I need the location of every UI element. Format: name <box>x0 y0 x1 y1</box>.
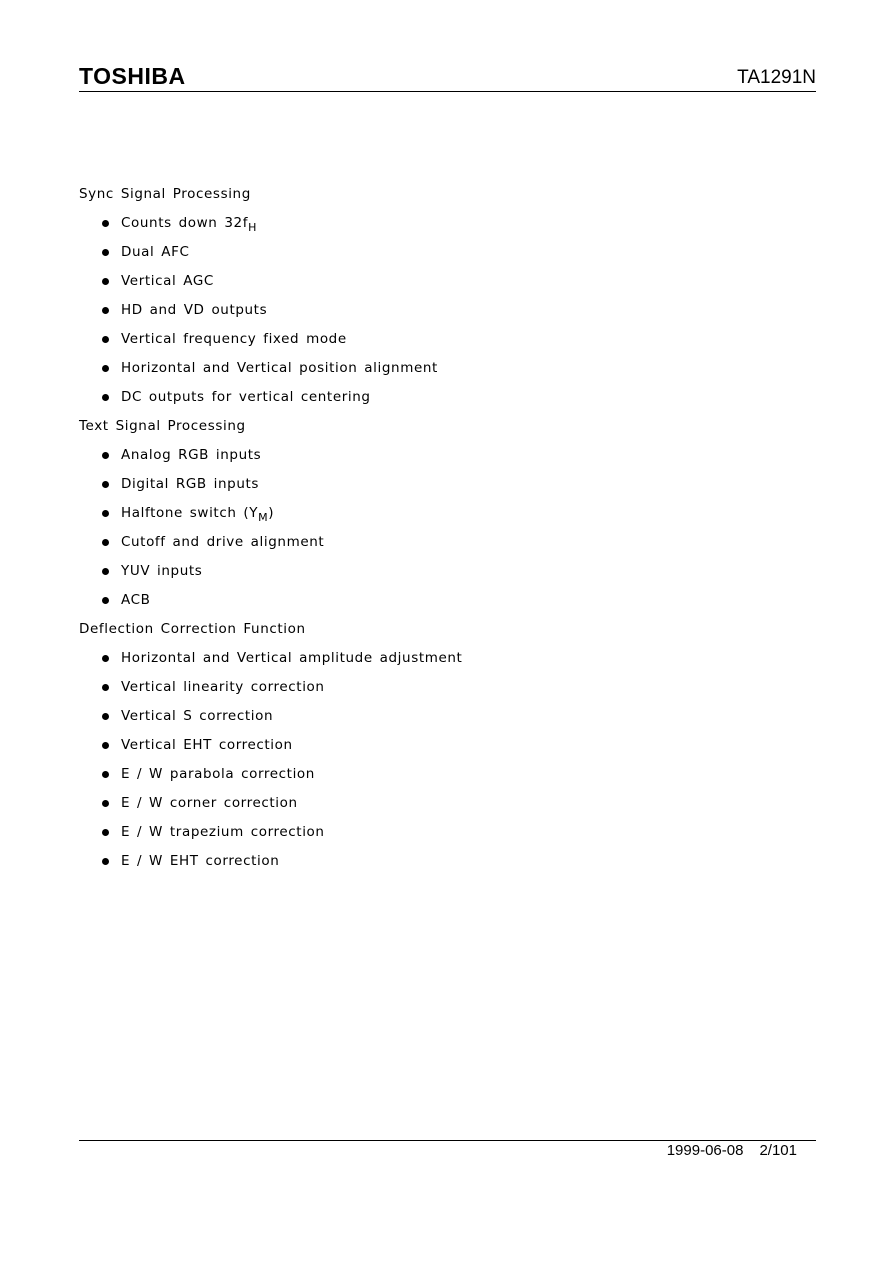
list-item <box>79 325 779 354</box>
bullet-icon <box>100 383 110 412</box>
page-footer <box>667 1141 797 1161</box>
item-text: E / W corner correction <box>121 795 298 811</box>
bullet-icon <box>100 644 110 673</box>
bullet-icon <box>100 760 110 789</box>
list-item <box>79 383 779 412</box>
list-item <box>79 528 779 557</box>
item-text: E / W EHT correction <box>121 853 280 869</box>
bullet-icon <box>100 847 110 876</box>
item-text: Vertical S correction <box>121 708 274 724</box>
item-subscript: H <box>248 221 257 234</box>
page-number: 2/101 <box>759 1142 797 1159</box>
list-item <box>79 499 779 528</box>
bullet-icon <box>100 789 110 818</box>
list-item <box>79 760 779 789</box>
issue-date: 1999-06-08 <box>666 1142 744 1159</box>
bullet-icon <box>100 557 110 586</box>
list-item <box>79 470 779 499</box>
item-text: E / W parabola correction <box>121 766 315 782</box>
list-item <box>79 557 779 586</box>
list-item <box>79 818 779 847</box>
section-text-signal-processing <box>79 412 779 615</box>
item-subscript: M <box>258 511 269 524</box>
item-text: Horizontal and Vertical position alignment <box>121 360 438 376</box>
item-text: Counts down 32f <box>121 215 249 231</box>
bullet-icon <box>100 325 110 354</box>
bullet-icon <box>100 673 110 702</box>
item-text: Vertical EHT correction <box>121 737 293 753</box>
item-text: Digital RGB inputs <box>121 476 260 492</box>
item-text: Vertical AGC <box>121 273 214 289</box>
item-text: DC outputs for vertical centering <box>121 389 371 405</box>
bullet-icon <box>100 238 110 267</box>
item-text: ACB <box>121 592 151 608</box>
item-text: Halftone switch (Y <box>121 505 259 521</box>
item-text: Dual AFC <box>121 244 190 260</box>
section-deflection-correction-function <box>79 615 779 876</box>
list-item <box>79 267 779 296</box>
list-item <box>79 644 779 673</box>
list-item <box>79 789 779 818</box>
header-rule <box>79 91 816 92</box>
list-item <box>79 209 779 238</box>
feature-list <box>79 180 779 876</box>
item-text: Cutoff and drive alignment <box>121 534 325 550</box>
bullet-icon <box>100 296 110 325</box>
list-item <box>79 238 779 267</box>
bullet-icon <box>100 441 110 470</box>
item-text: Vertical linearity correction <box>121 679 325 695</box>
item-text: HD and VD outputs <box>121 302 268 318</box>
item-text: Horizontal and Vertical amplitude adjustment <box>121 650 463 666</box>
section-sync-signal-processing <box>79 180 779 412</box>
bullet-icon <box>100 702 110 731</box>
item-text: E / W trapezium correction <box>121 824 325 840</box>
list-item <box>79 296 779 325</box>
list-item <box>79 586 779 615</box>
item-text: Analog RGB inputs <box>121 447 262 463</box>
bullet-icon <box>100 499 110 528</box>
section-title: Text Signal Processing <box>79 418 246 434</box>
list-item <box>79 702 779 731</box>
bullet-icon <box>100 818 110 847</box>
bullet-icon <box>100 586 110 615</box>
bullet-icon <box>100 209 110 238</box>
company-logo: TOSHIBA <box>79 63 186 89</box>
bullet-icon <box>100 354 110 383</box>
item-text: Vertical frequency fixed mode <box>121 331 347 347</box>
list-item <box>79 441 779 470</box>
bullet-icon <box>100 267 110 296</box>
bullet-icon <box>100 731 110 760</box>
bullet-icon <box>100 528 110 557</box>
section-title: Deflection Correction Function <box>79 621 306 637</box>
section-title: Sync Signal Processing <box>79 186 251 202</box>
item-text: YUV inputs <box>121 563 203 579</box>
list-item <box>79 354 779 383</box>
list-item <box>79 847 779 876</box>
part-number: TA1291N <box>737 67 816 88</box>
list-item <box>79 673 779 702</box>
list-item <box>79 731 779 760</box>
item-text-tail: ) <box>268 505 275 521</box>
bullet-icon <box>100 470 110 499</box>
